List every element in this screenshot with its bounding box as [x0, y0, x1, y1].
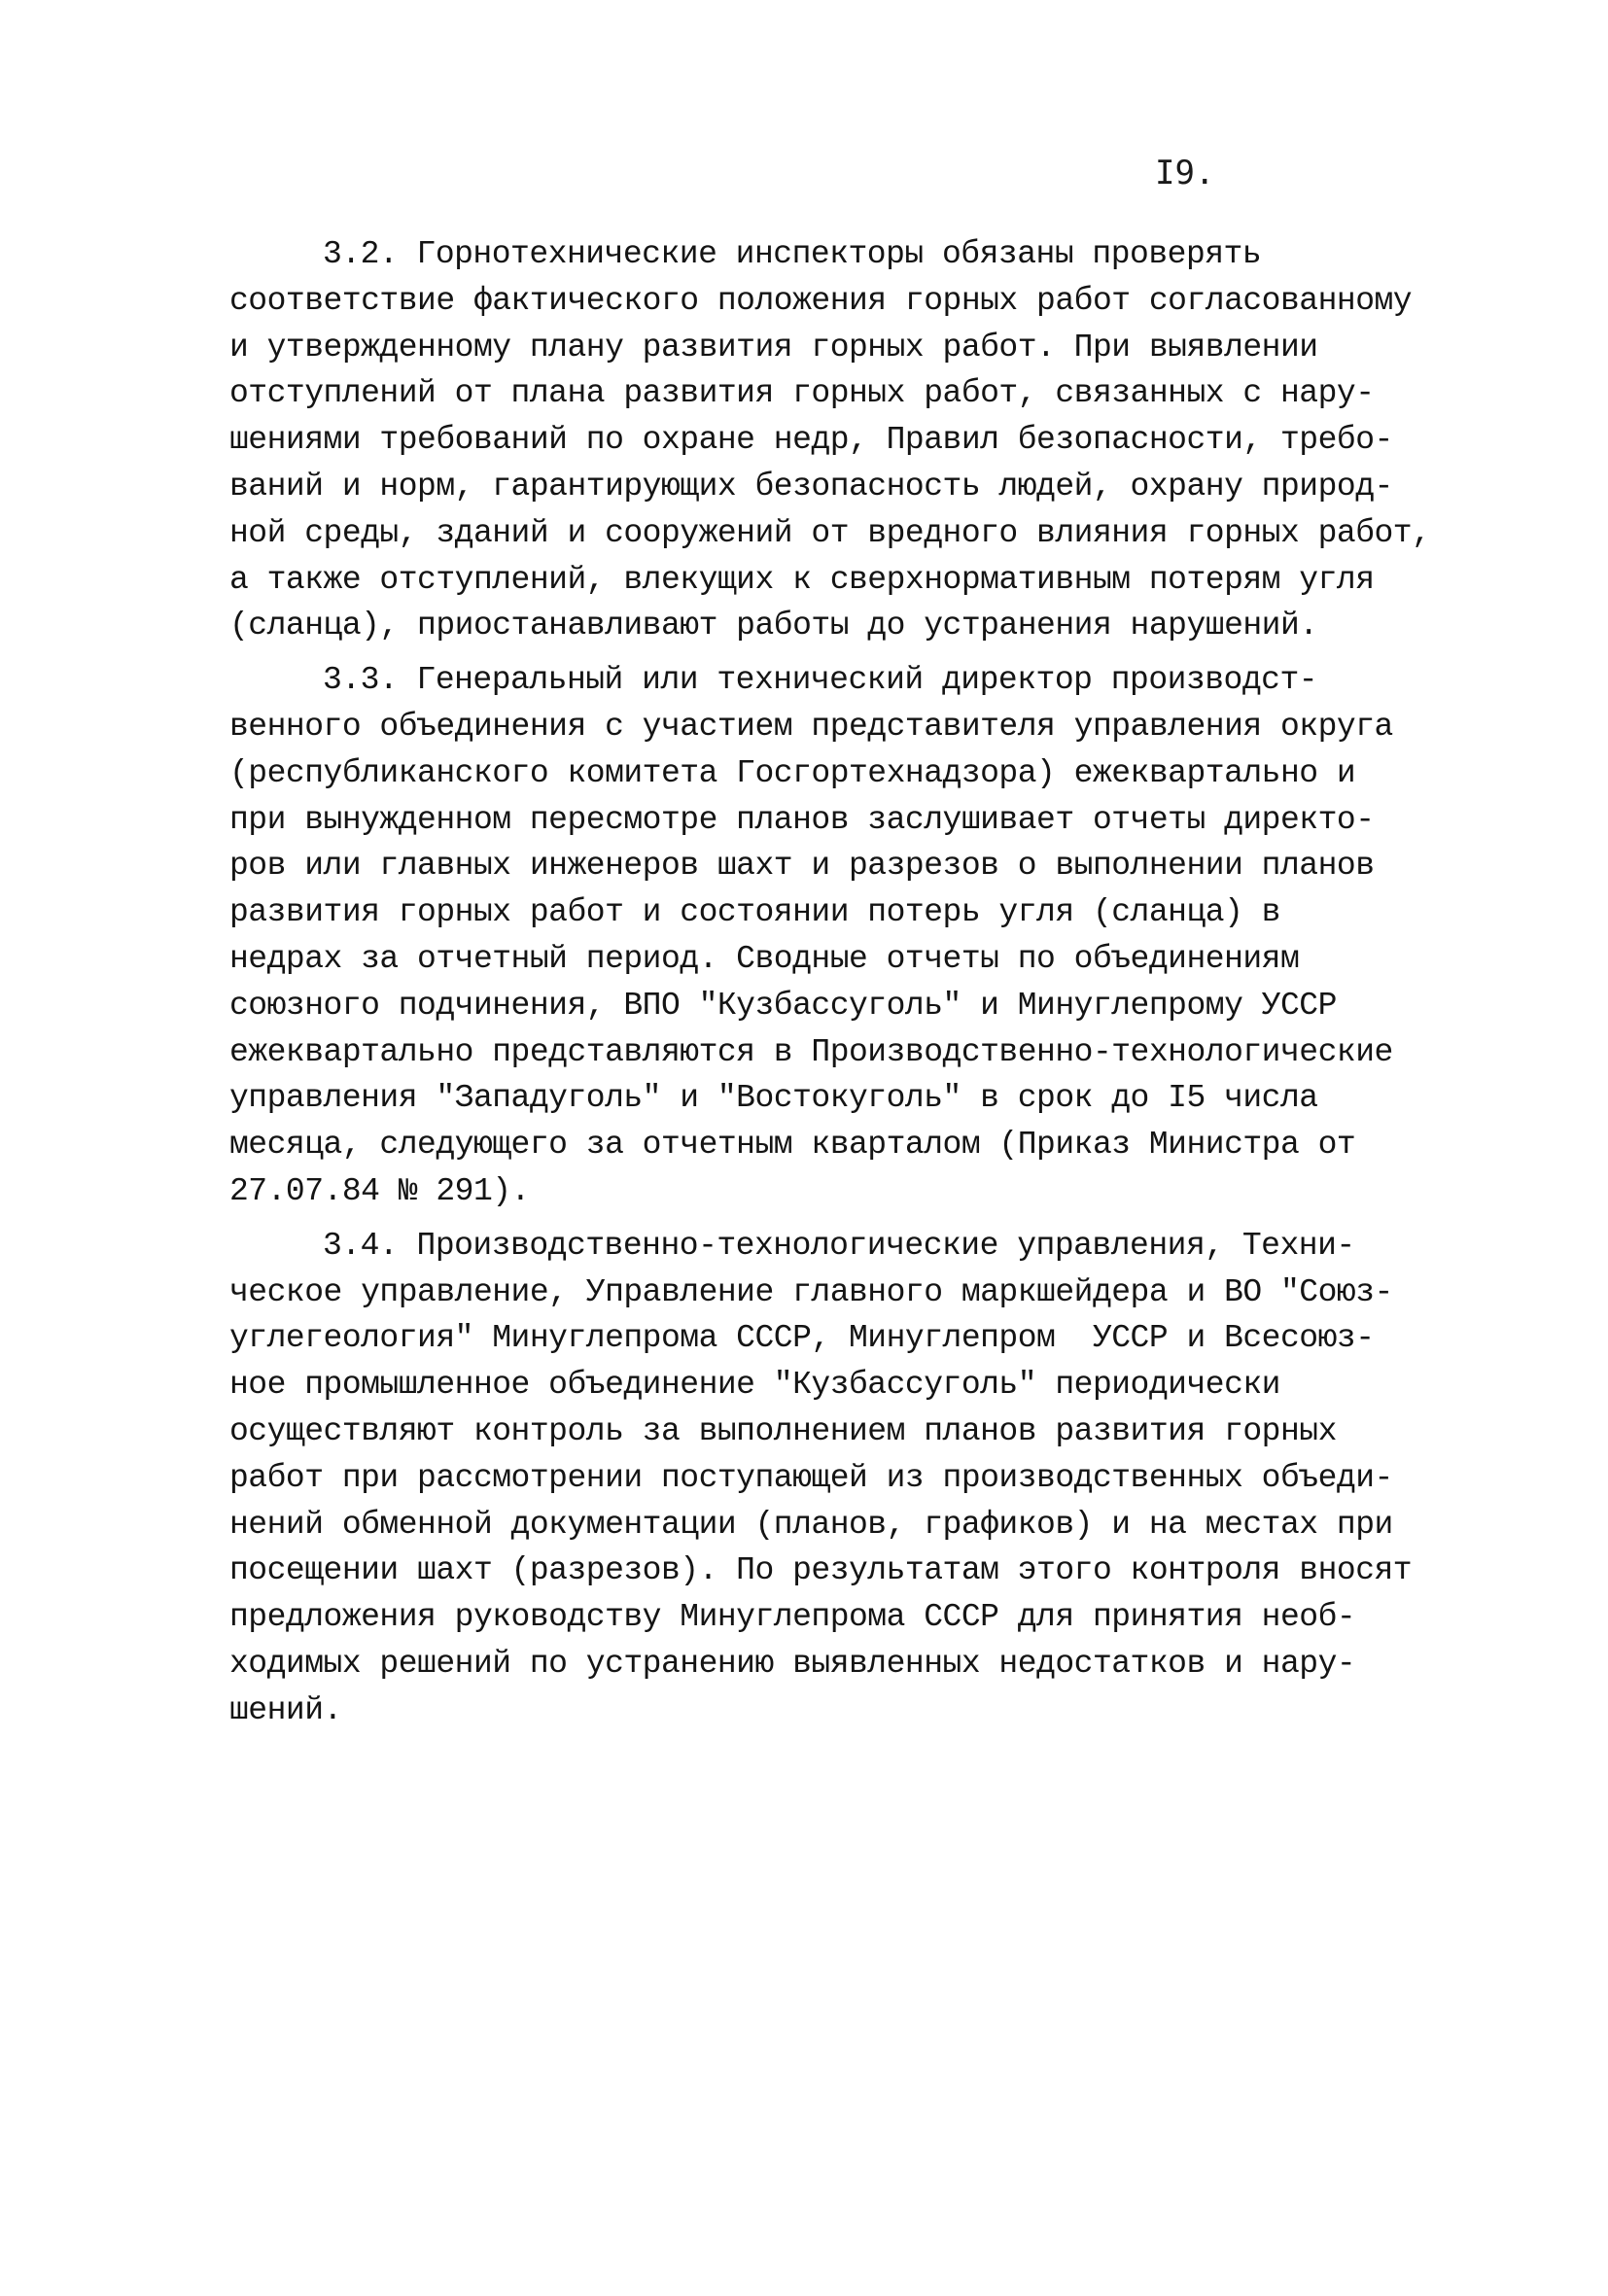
text-line: ческое управление, Управление главного маркшейдера и ВО "Союз-: [229, 1273, 1393, 1310]
text-line: ходимых решений по устранению выявленных недостатков и нару-: [229, 1645, 1356, 1682]
text-line: отступлений от плана развития горных работ, связанных с нару-: [229, 375, 1375, 412]
text-line: союзного подчинения, ВПО "Кузбассуголь" и Минуглепрому УССР: [229, 987, 1337, 1024]
text-line: осуществляют контроль за выполнением планов развития горных: [229, 1412, 1337, 1449]
text-line: соответствие фактического положения горных работ согласованному: [229, 282, 1413, 319]
text-line: ное промышленное объединение "Кузбассуголь" периодически: [229, 1367, 1280, 1404]
text-line: шениями требований по охране недр, Правил безопасности, требо-: [229, 422, 1393, 459]
text-line: шений.: [229, 1691, 342, 1728]
text-line: (республиканского комитета Госгортехнадзора) ежеквартально и: [229, 754, 1356, 791]
text-line: 3.2. Горнотехнические инспекторы обязаны проверять: [323, 236, 1262, 272]
text-line: при вынужденном пересмотре планов заслушивает отчеты директо-: [229, 801, 1375, 838]
text-line: 3.4. Производственно-технологические управления, Техни-: [323, 1227, 1355, 1264]
document-body: [229, 231, 1431, 1734]
text-line: нений обменной документации (планов, графиков) и на местах при: [229, 1506, 1393, 1543]
text-line: 27.07.84 № 291).: [229, 1172, 530, 1209]
text-line: венного объединения с участием представителя управления округа: [229, 708, 1393, 745]
text-line: углегеология" Минуглепрома СССР, Минуглепром УССР и Всесоюз-: [229, 1320, 1375, 1357]
text-line: ежеквартально представляются в Производственно-технологические: [229, 1033, 1393, 1070]
text-line: предложения руководству Минуглепрома СССР для принятия необ-: [229, 1599, 1356, 1636]
text-line: работ при рассмотрении поступающей из производственных объеди-: [229, 1459, 1393, 1496]
text-line: недрах за отчетный период. Сводные отчеты по объединениям: [229, 940, 1300, 977]
paragraph-3-4: [229, 1223, 1425, 1734]
text-line: а также отступлений, влекущих к сверхнормативным потерям угля: [229, 561, 1375, 598]
text-line: управления "Западуголь" и "Востокуголь" в срок до I5 числа: [229, 1080, 1318, 1117]
text-line: 3.3. Генеральный или технический директор производст-: [323, 662, 1318, 699]
text-line: ваний и норм, гарантирующих безопасность людей, охрану природ-: [229, 468, 1393, 504]
page-number: I9.: [1155, 154, 1215, 192]
paragraph-3-2: [229, 231, 1431, 649]
text-line: (сланца), приостанавливают работы до устранения нарушений.: [229, 608, 1318, 644]
text-line: и утвержденному плану развития горных работ. При выявлении: [229, 329, 1318, 365]
text-line: ров или главных инженеров шахт и разрезов о выполнении планов: [229, 848, 1375, 885]
text-line: посещении шахт (разрезов). По результатам этого контроля вносят: [229, 1552, 1413, 1589]
text-line: месяца, следующего за отчетным кварталом (Приказ Министра от: [229, 1127, 1356, 1164]
text-line: развития горных работ и состоянии потерь угля (сланца) в: [229, 894, 1280, 931]
text-line: ной среды, зданий и сооружений от вредного влияния горных работ,: [229, 514, 1431, 551]
paragraph-3-3: [229, 657, 1425, 1215]
